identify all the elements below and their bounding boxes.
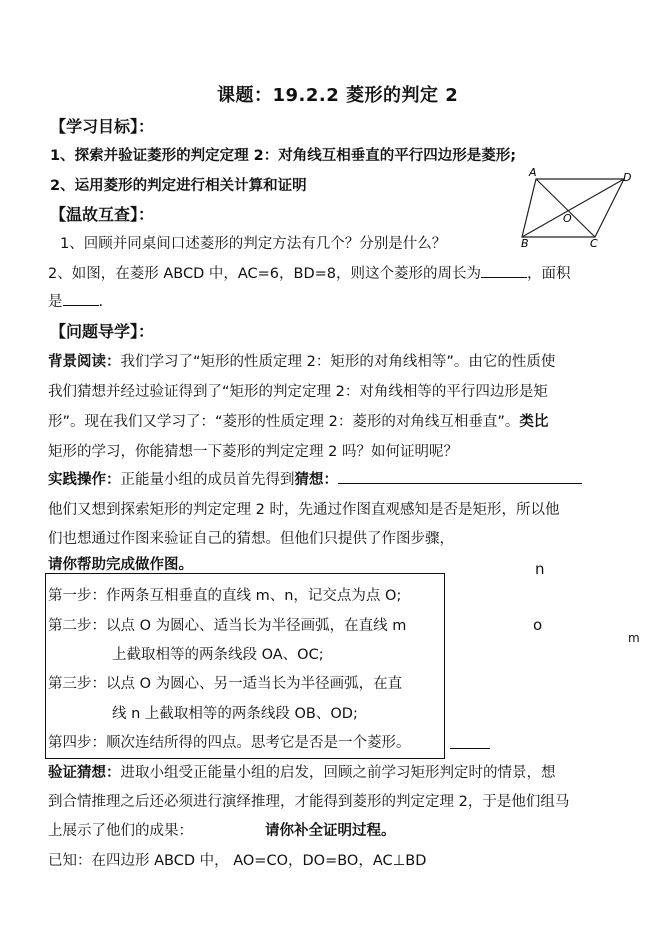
practice-guess: 猜想： [294, 472, 338, 488]
practice-text-1: 正能量小组的成员首先得到 [120, 472, 295, 488]
review-q2-period: . [98, 294, 104, 310]
line-n-label: n [535, 560, 545, 578]
objective-2: 2、运用菱形的判定进行相关计算和证明 [50, 178, 307, 194]
objective-1: 1、探索并验证菱形的判定定理 2：对角线互相垂直的平行四边形是菱形; [50, 148, 517, 164]
step-1: 第一步：作两条互相垂直的直线 m、n，记交点为点 O; [48, 588, 402, 604]
line-m-label: m [628, 631, 640, 645]
label-d: D [623, 171, 632, 184]
rhombus-figure [510, 168, 635, 250]
guess-blank[interactable] [338, 468, 582, 484]
background-text-3: 形”。现在我们又学习了：“菱形的性质定理 2：菱形的对角线互相垂直”。 [48, 414, 520, 430]
page-title: 课题：19.2.2 菱形的判定 2 [217, 85, 459, 106]
background-label: 背景阅读： [48, 354, 121, 370]
verify-text-1: 进取小组受正能量小组的启发，回顾之前学习矩形判定时的情景，想 [120, 765, 556, 781]
diagonal-bd [522, 179, 624, 237]
label-b: B [521, 237, 529, 250]
verify-line-3 [48, 819, 396, 840]
practice-line-2: 他们又想到探索矩形的判定定理 2 时，先通过作图直观感知是否是矩形，所以他 [48, 502, 560, 518]
diagonal-ac [536, 179, 595, 237]
review-question-1: 1、回顾并同桌间口述菱形的判定方法有几个？分别是什么？ [60, 236, 447, 252]
background-analogy: 类比 [519, 414, 549, 430]
practice-label: 实践操作： [48, 472, 121, 488]
area-blank[interactable] [63, 290, 99, 306]
verify-line-2: 到合情推理之后还必须进行演绎推理，才能得到菱形的判定定理 2，于是他们组马 [48, 794, 570, 810]
review-q2-area-text: ，面积 [527, 266, 571, 282]
verify-label: 验证猜想： [48, 765, 121, 781]
review-question-2 [48, 262, 571, 283]
practice-line-3: 们也想通过作图来验证自己的猜想。但他们只提供了作图步骤， [48, 531, 454, 547]
background-line-4: 矩形的学习，你能猜想一下菱形的判定定理 2 吗？如何证明呢？ [48, 444, 458, 460]
background-line-3 [48, 410, 548, 431]
step-3-cont: 线 n 上截取相等的两条线段 OB、OD; [112, 706, 358, 722]
label-a: A [529, 168, 537, 179]
verify-text-3: 上展示了他们的成果： [48, 823, 193, 839]
background-text-1: 我们学习了“矩形的性质定理 2：矩形的对角线相等”。由它的性质使 [120, 354, 556, 370]
section-guide-heading: 【问题导学】： [50, 322, 155, 341]
review-q2-is: 是 [48, 294, 63, 310]
step-3: 第三步：以点 O 为圆心、另一适当长为半径画弧，在直 [48, 676, 403, 692]
background-line-2: 我们猜想并经过验证得到了“矩形的判定定理 2：对角线相等的平行四边形是矩 [48, 384, 548, 400]
label-o: O [563, 212, 572, 225]
practice-help: 请你帮助完成做作图。 [48, 557, 193, 573]
background-line-1 [48, 350, 555, 371]
given-statement: 已知：在四边形 ABCD 中， AO=CO，DO=BO，AC⊥BD [48, 853, 427, 869]
verify-line-1 [48, 761, 556, 782]
step-2-cont: 上截取相等的两条线段 OA、OC; [112, 647, 324, 663]
section-review-heading: 【温故互查】： [50, 205, 155, 224]
label-c: C [590, 237, 598, 250]
practice-line-1 [48, 468, 582, 489]
section-objectives-heading: 【学习目标】： [50, 117, 155, 136]
perimeter-blank[interactable] [481, 262, 527, 278]
step-4-answer-blank[interactable] [450, 733, 490, 749]
step-2: 第二步：以点 O 为圆心、适当长为半径画弧，在直线 m [48, 618, 407, 634]
review-q2-text: 2、如图，在菱形 ABCD 中，AC=6，BD=8，则这个菱形的周长为 [48, 266, 481, 282]
step-4: 第四步：顺次连结所得的四点。思考它是否是一个菱形。 [48, 735, 411, 751]
review-question-2-cont [48, 290, 103, 311]
verify-complete-proof: 请你补全证明过程。 [265, 823, 396, 839]
point-o-label: o [533, 616, 543, 634]
